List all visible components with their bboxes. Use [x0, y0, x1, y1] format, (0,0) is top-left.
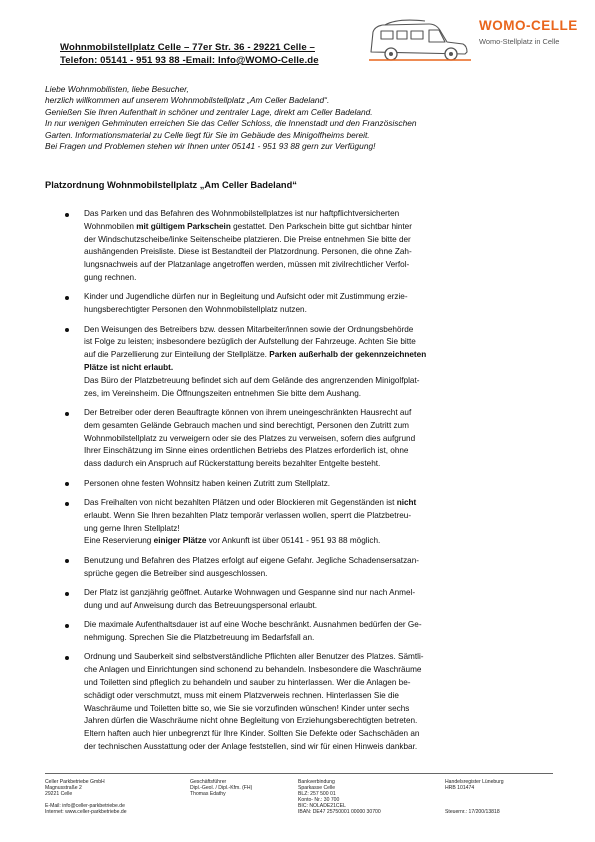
greeting-line: In nur wenigen Gehminuten erreichen Sie das Celler Schloss, die Innenstadt und den Französischen — [45, 118, 417, 129]
rule-line — [84, 703, 524, 716]
rule-emphasis: einiger Plätze — [153, 536, 207, 546]
rule-segment: Eine Reservierung — [84, 536, 154, 546]
rule-line — [84, 259, 524, 272]
rule-segment: schädigt oder verschmutzt, muss mit einem Platzverweis rechnen. Hinterlassen Sie die — [84, 690, 399, 700]
rule-line — [84, 362, 524, 375]
rule-segment: ung gerne Ihren Stellplatz! — [84, 523, 180, 533]
footer-line: HRB 101474 — [445, 784, 475, 791]
rule-segment: zes, im Vereinsheim. Die Öffnungszeiten entnehmen Sie bitte dem Aushang. — [84, 388, 362, 398]
rule-text — [84, 324, 524, 401]
rule-line — [84, 375, 524, 388]
camper-van-icon — [367, 16, 475, 66]
rule-segment: Kinder und Jugendliche dürfen nur in Begleitung und Aufsicht oder mit Zustimmung erzie- — [84, 292, 408, 302]
rule-emphasis: nicht — [396, 498, 417, 507]
rule-line — [84, 458, 524, 471]
rule-segment: Das Büro der Platzbetreuung befindet sich auf dem Gelände des angrenzenden Minigolfplat- — [84, 375, 420, 385]
rule-line — [84, 246, 524, 259]
rule-line — [84, 433, 524, 446]
footer-management — [190, 780, 252, 798]
rule-line — [84, 587, 524, 600]
rule-line — [84, 234, 524, 247]
footer-line: Bankverbindung — [298, 779, 335, 785]
rule-line — [84, 272, 524, 285]
rule-segment: aushängenden Preisliste. Diese ist Bestandteil der Platzordnung. Personen, die ohne Zah- — [84, 247, 412, 257]
greeting-line: Genießen Sie Ihren Aufenthalt in schöner und zentraler Lage, direkt am Celler Badeland. — [45, 106, 373, 117]
footer-line: Dipl.-Geol. / Dipl.-Kfm. (FH) — [190, 784, 253, 791]
rule-segment: und Toiletten sind pfleglich zu behandeln und sauber zu hinterlassen. Wer die Anlagen be- — [84, 677, 411, 687]
rule-text — [84, 478, 524, 491]
rule-segment: Wohnmobilstellplatz zu verweigern oder sie des Platzes zu verweisen, sofern dies aufgrund — [84, 433, 416, 443]
footer-line: Magnusstraße 2 — [45, 784, 82, 791]
logo-subtitle: Womo-Stellplatz in Celle — [479, 37, 560, 46]
rule-text — [84, 555, 524, 581]
footer-line: BLZ: 257 500 01 — [298, 790, 336, 797]
footer-line: Celler Parkbetriebe GmbH — [45, 779, 105, 785]
bullet-icon — [65, 624, 69, 628]
footer-line: Sparkasse Celle — [298, 784, 336, 791]
rule-line — [84, 208, 524, 221]
rule-line — [84, 555, 524, 568]
footer-line: BIC: NOLADE21CEL — [298, 802, 346, 809]
bullet-icon — [65, 328, 69, 332]
greeting-line: Garten. Informationsmaterial zu Celle liegt für Sie im Gebäude des Minigolfheims bereit. — [45, 129, 370, 140]
rule-line — [84, 420, 524, 433]
rule-segment: Den Weisungen des Betreibers bzw. dessen Mitarbeiter/innen sowie der Ordnungsbehörde — [84, 324, 414, 334]
footer-bank — [298, 780, 381, 815]
rules-title: Platzordnung Wohnmobilstellplatz „Am Celler Badeland“ — [45, 180, 297, 190]
rule-line — [84, 523, 524, 536]
rule-segment: Der Platz ist ganzjährig geöffnet. Autarke Wohnwagen und Gespanne sind nur nach Anmel- — [84, 588, 416, 597]
rule-line — [84, 651, 524, 664]
rule-segment: vor Ankunft ist über 05141 - 951 93 88 möglich. — [206, 536, 381, 546]
footer-line: Geschäftsführer — [190, 779, 227, 785]
rule-segment: ist Folge zu leisten; insbesondere bezüglich der Aufstellung der Fahrzeuge. Achten Sie bitte — [84, 337, 416, 347]
greeting-line: herzlich willkommen auf unserem Wohnmobilstellplatz „Am Celler Badeland“. — [45, 95, 330, 106]
bullet-icon — [65, 559, 69, 563]
rule-emphasis: Parken außerhalb der gekennzeichneten — [269, 350, 427, 360]
rule-segment: der technischen Ausstattung oder der Anlage feststellen, sind wir für einen Hinweis dankbar. — [84, 741, 418, 751]
rule-line — [84, 741, 524, 754]
rule-segment: Der Betreiber oder deren Beauftragte können von ihrem uneingeschränkten Hausrecht auf — [84, 408, 412, 417]
rule-text — [84, 497, 524, 548]
rule-line — [84, 221, 524, 234]
greeting-text — [45, 84, 560, 152]
footer-register — [445, 780, 504, 815]
rule-segment: auf die Parzellierung zur Einteilung der Stellplätze. — [84, 350, 270, 360]
rule-line — [84, 478, 524, 491]
rule-segment: dung und auf Anweisung durch das Betreuungspersonal erlaubt. — [84, 600, 318, 610]
rule-segment: Ordnung und Sauberkeit sind selbstverständliche Pflichten aller Benutzer des Platzes. Sämtli- — [84, 652, 424, 662]
bullet-icon — [65, 592, 69, 596]
footer-line: Internet: www.celler-parkbetriebe.de — [45, 808, 127, 815]
rule-segment: Ihrer Einschätzung im Sinne eines ordentlichen Betriebs des Platzes erforderlich ist, ohne — [84, 446, 409, 456]
logo — [367, 16, 578, 66]
bullet-icon — [65, 213, 69, 217]
rule-line — [84, 632, 524, 645]
rule-emphasis: Plätze ist nicht erlaubt. — [84, 362, 174, 372]
rule-segment: dass dadurch ein Anspruch auf Rückerstattung bereits bezahlter Entgelte besteht. — [84, 459, 381, 469]
rule-segment: Personen ohne festen Wohnsitz haben keinen Zutritt zum Stellplatz. — [84, 478, 331, 488]
rule-segment: Eltern haften auch hier unbegrenzt für Ihre Kinder. Sollten Sie Defekte oder Sachschäden an — [84, 729, 420, 739]
rule-emphasis: mit gültigem Parkschein — [136, 221, 231, 231]
footer-line: Konto- Nr.: 30 700 — [298, 796, 340, 803]
rule-segment: Das Freihalten von nicht bezahlten Plätzen und oder Blockieren mit Gegenständen ist — [84, 498, 397, 507]
rule-segment: dem gesamten Gelände Gebrauch machen und sind berechtigt, Personen den Zutritt zum — [84, 420, 409, 430]
rule-text — [84, 208, 524, 285]
greeting-line: Bei Fragen und Problemen stehen wir Ihnen unter 05141 - 951 93 88 gern zur Verfügung! — [45, 141, 376, 152]
rule-line — [84, 510, 524, 523]
rule-text — [84, 587, 524, 613]
rule-segment: nehmigung. Sprechen Sie die Platzbetreuung im Bedarfsfall an. — [84, 632, 315, 642]
rule-line — [84, 535, 524, 548]
footer-divider — [45, 773, 553, 774]
rule-line — [84, 388, 524, 401]
rule-segment: Die maximale Aufenthaltsdauer ist auf eine Woche beschränkt. Ausnahmen bedürfen der Ge- — [84, 620, 422, 630]
rule-text — [84, 619, 524, 645]
footer-line: 29221 Celle — [45, 790, 73, 797]
footer-line: E-Mail: info@celler-parkbetriebe.de — [45, 802, 125, 809]
rule-line — [84, 664, 524, 677]
rule-line — [84, 291, 524, 304]
rule-line — [84, 568, 524, 581]
footer-line: Thomas Edathy — [190, 790, 226, 797]
rule-text — [84, 407, 524, 471]
logo-title: WOMO-CELLE — [479, 18, 578, 33]
header-address-line: Wohnmobilstellplatz Celle – 77er Str. 36 - 29221 Celle – — [60, 42, 315, 53]
rule-segment: Wohnmobilen — [84, 221, 137, 231]
rule-segment: der Windschutzscheibe/linke Seitenscheibe platzieren. Die Preise entnehmen Sie bitte der — [84, 234, 411, 244]
rule-segment: Jahren dürfen die Waschräume nicht ohne Begleitung von Erziehungsberechtigten betreten. — [84, 716, 418, 726]
footer-line: IBAN: DE47 25750001 00000 30700 — [298, 808, 381, 815]
footer-company — [45, 780, 127, 815]
rule-line — [84, 336, 524, 349]
rule-segment: lungsnachweis auf der Platzanlage angetroffen werden, müssen mit zivilrechtlicher Verfol- — [84, 260, 410, 270]
rule-segment: gestattet. Den Parkschein bitte gut sichtbar hinter — [230, 221, 412, 231]
bullet-icon — [65, 482, 69, 486]
rule-text — [84, 291, 524, 317]
footer-line: Steuernr.: 17/200/13818 — [445, 808, 500, 815]
rule-segment: erlaubt. Wenn Sie Ihren bezahlten Platz temporär verlassen wollen, sperrt die Platzbetreu- — [84, 510, 412, 520]
rule-line — [84, 728, 524, 741]
rule-segment: sprüche gegen die Betreiber sind ausgeschlossen. — [84, 568, 268, 578]
rule-line — [84, 349, 524, 362]
rule-segment: Benutzung und Befahren des Platzes erfolgt auf eigene Gefahr. Jegliche Schadensersatzan- — [84, 555, 419, 565]
bullet-icon — [65, 412, 69, 416]
bullet-icon — [65, 502, 69, 506]
greeting-line: Liebe Wohnmobilisten, liebe Besucher, — [45, 84, 189, 94]
rule-line — [84, 600, 524, 613]
rule-segment: che Anlagen und Einrichtungen sind schonend zu behandeln. Insbesondere die Waschräume — [84, 665, 422, 675]
rule-line — [84, 677, 524, 690]
rule-line — [84, 324, 524, 337]
rule-line — [84, 715, 524, 728]
bullet-icon — [65, 296, 69, 300]
rule-segment: hungsberechtigter Personen den Wohnmobilstellplatz nutzen. — [84, 305, 307, 315]
rule-line — [84, 407, 524, 420]
footer-line: Handelsregister Lüneburg — [445, 779, 504, 785]
rule-line — [84, 619, 524, 632]
rule-line — [84, 497, 524, 510]
rule-segment: Das Parken und das Befahren des Wohnmobilstellplatzes ist nur haftpflichtversicherten — [84, 209, 400, 218]
rule-segment: gung rechnen. — [84, 272, 137, 282]
rule-text — [84, 651, 524, 753]
bullet-icon — [65, 656, 69, 660]
rule-line — [84, 304, 524, 317]
rule-line — [84, 445, 524, 458]
header-contact-line: Telefon: 05141 - 951 93 88 -Email: Info@WOMO-Celle.de — [60, 55, 319, 66]
rule-line — [84, 690, 524, 703]
rule-segment: Waschräume und Toiletten bitte so, wie Sie sie vorzufinden wünschen! Kinder unter sechs — [84, 703, 410, 713]
